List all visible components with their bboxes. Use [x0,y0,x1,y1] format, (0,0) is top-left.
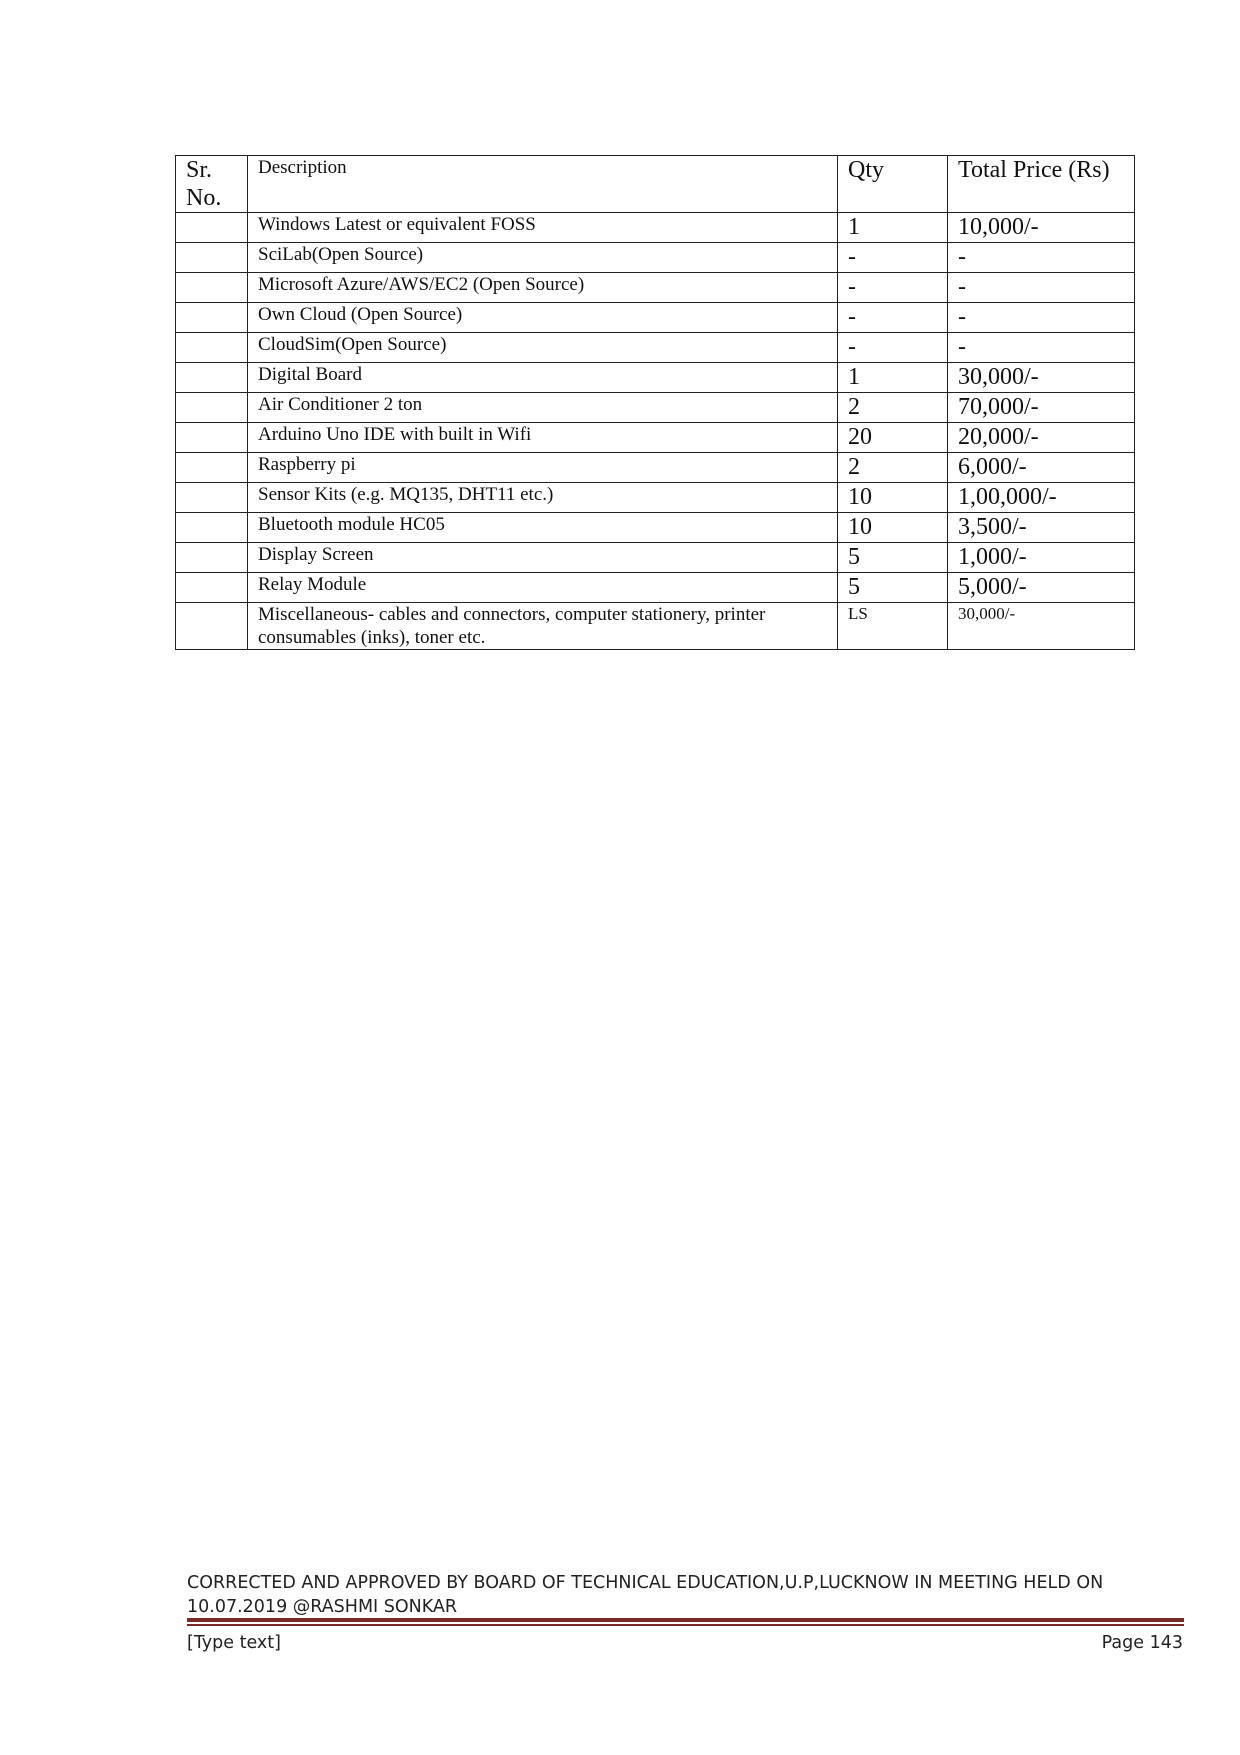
header-total-price: Total Price (Rs) [948,156,1135,213]
qty-cell: LS [838,603,948,650]
qty-cell: 5 [838,573,948,603]
table-row [176,573,1135,603]
description-cell: Sensor Kits (e.g. MQ135, DHT11 etc.) [248,483,838,513]
qty-cell: 2 [838,393,948,423]
table-row [176,543,1135,573]
qty-cell: 1 [838,363,948,393]
sr-cell [176,483,248,513]
description-cell: Own Cloud (Open Source) [248,303,838,333]
qty-cell: 10 [838,483,948,513]
sr-cell [176,513,248,543]
price-cell: - [948,333,1135,363]
sr-cell [176,603,248,650]
description-cell: Raspberry pi [248,453,838,483]
footer-divider [187,1618,1184,1622]
price-cell: 20,000/- [948,423,1135,453]
qty-cell: - [838,303,948,333]
qty-cell: 20 [838,423,948,453]
price-cell: 1,00,000/- [948,483,1135,513]
sr-cell [176,303,248,333]
qty-cell: - [838,273,948,303]
description-cell: Microsoft Azure/AWS/EC2 (Open Source) [248,273,838,303]
price-cell: 30,000/- [948,363,1135,393]
price-cell: - [948,303,1135,333]
footer-divider-thin [187,1624,1184,1626]
description-cell: Miscellaneous- cables and connectors, computer stationery, printer consumables (inks), toner etc. [248,603,838,650]
price-cell: 10,000/- [948,213,1135,243]
table-row [176,603,1135,650]
qty-cell: - [838,333,948,363]
sr-cell [176,423,248,453]
sr-cell [176,273,248,303]
sr-cell [176,393,248,423]
price-cell: - [948,273,1135,303]
price-cell: 1,000/- [948,543,1135,573]
table-row [176,273,1135,303]
description-cell: Bluetooth module HC05 [248,513,838,543]
sr-cell [176,543,248,573]
description-cell: SciLab(Open Source) [248,243,838,273]
header-qty: Qty [838,156,948,213]
table-header-row [176,156,1135,213]
sr-cell [176,243,248,273]
table-row [176,513,1135,543]
table-row [176,303,1135,333]
price-cell: 3,500/- [948,513,1135,543]
description-cell: Arduino Uno IDE with built in Wifi [248,423,838,453]
page-number: Page 143 [1101,1633,1183,1653]
price-cell: 70,000/- [948,393,1135,423]
description-cell: Display Screen [248,543,838,573]
price-cell: 5,000/- [948,573,1135,603]
qty-cell: 5 [838,543,948,573]
footer-approval-text: CORRECTED AND APPROVED BY BOARD OF TECHNICAL EDUCATION,U.P,LUCKNOW IN MEETING HELD ON 10.07.2019 @RASHMI SONKAR [187,1573,1104,1617]
description-cell: Digital Board [248,363,838,393]
description-cell: CloudSim(Open Source) [248,333,838,363]
description-cell: Relay Module [248,573,838,603]
equipment-table [175,155,1135,650]
table-row [176,333,1135,363]
qty-cell: 2 [838,453,948,483]
table-row [176,213,1135,243]
sr-cell [176,333,248,363]
table-row [176,453,1135,483]
sr-cell [176,363,248,393]
sr-cell [176,453,248,483]
price-cell: - [948,243,1135,273]
price-cell: 30,000/- [948,603,1135,650]
price-cell: 6,000/- [948,453,1135,483]
header-description: Description [248,156,838,213]
table-row [176,243,1135,273]
table-row [176,363,1135,393]
qty-cell: - [838,243,948,273]
footer-placeholder-text: [Type text] [187,1633,281,1653]
sr-cell [176,213,248,243]
description-cell: Air Conditioner 2 ton [248,393,838,423]
table-row [176,423,1135,453]
qty-cell: 1 [838,213,948,243]
sr-cell [176,573,248,603]
table-row [176,393,1135,423]
description-cell: Windows Latest or equivalent FOSS [248,213,838,243]
table-row [176,483,1135,513]
header-sr-no: Sr. No. [176,156,248,213]
qty-cell: 10 [838,513,948,543]
